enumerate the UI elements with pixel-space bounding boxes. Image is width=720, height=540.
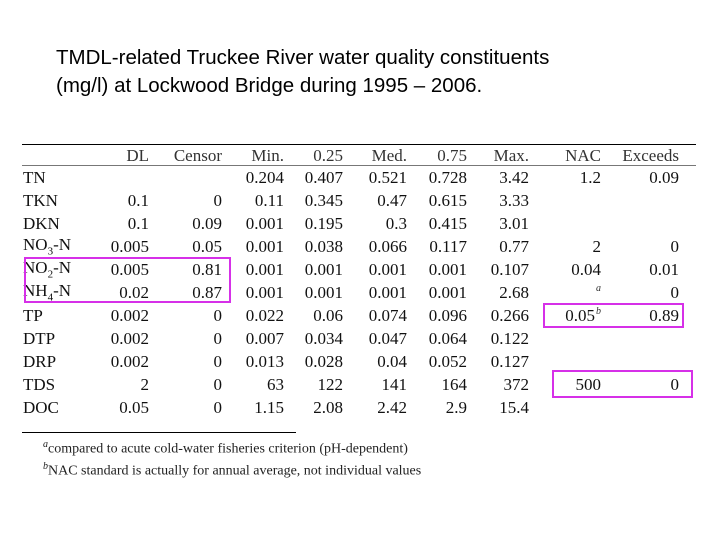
cell-q25: [284, 350, 343, 373]
cell-value: 0.09: [192, 213, 222, 233]
cell-censor: [149, 396, 222, 419]
cell-value: 0.001: [245, 282, 284, 302]
constituent-name: NO: [23, 258, 48, 278]
cell-max: [467, 373, 529, 396]
cell-value: 0.052: [428, 351, 467, 371]
cell-censor: [149, 373, 222, 396]
title-line-1: TMDL-related Truckee River water quality constituents: [56, 46, 550, 69]
cell-value: 0.005: [110, 236, 149, 256]
cell-censor: [149, 212, 222, 235]
cell-value: 3.42: [499, 167, 529, 187]
constituent-name: TKN: [23, 190, 58, 210]
cell-dl: [87, 350, 149, 373]
cell-value: 0.521: [368, 167, 407, 187]
table-row: [23, 166, 679, 189]
cell-value: 0.04: [377, 351, 407, 371]
cell-value: 164: [441, 374, 467, 394]
cell-median: [343, 396, 407, 419]
cell-median: [343, 166, 407, 189]
constituent-name: DTP: [23, 328, 56, 348]
header-max: Max.: [493, 145, 529, 165]
constituent-subscript: 2: [47, 268, 54, 281]
cell-constituent: [23, 373, 87, 396]
table-row: [23, 189, 679, 212]
header-exceeds: Exceeds: [622, 145, 679, 165]
header-nac: NAC: [565, 145, 601, 165]
cell-value: 500: [575, 374, 601, 394]
cell-value: 0.127: [490, 351, 529, 371]
cell-exceeds: [601, 258, 679, 281]
cell-value: 0.1: [127, 213, 149, 233]
cell-min: [222, 373, 284, 396]
cell-value: 2.68: [499, 282, 529, 302]
footnote-a: [43, 436, 421, 458]
cell-exceeds: [601, 281, 679, 304]
cell-value: 2.42: [377, 397, 407, 417]
table-header-row: [23, 145, 679, 166]
footnotes: [43, 436, 421, 479]
cell-censor: [149, 189, 222, 212]
cell-q75: [407, 281, 467, 304]
cell-q75: [407, 304, 467, 327]
cell-nac: [529, 166, 601, 189]
cell-censor: [149, 166, 222, 189]
cell-value: 0.002: [110, 328, 149, 348]
constituent-name: NH: [23, 281, 48, 301]
cell-min: [222, 166, 284, 189]
cell-value: 2.08: [313, 397, 343, 417]
cell-max: [467, 327, 529, 350]
constituent-name: DRP: [23, 351, 57, 371]
cell-value: 2: [592, 236, 601, 256]
highlight-box-tp-nac: [543, 303, 684, 328]
cell-value: 0.3: [385, 213, 407, 233]
cell-q25: [284, 235, 343, 258]
cell-value: 0: [213, 374, 222, 394]
cell-value: 0: [213, 351, 222, 371]
constituent-name: TP: [23, 305, 43, 325]
cell-constituent: [23, 166, 87, 189]
cell-value: 0.066: [368, 236, 407, 256]
cell-q75: [407, 166, 467, 189]
cell-min: [222, 350, 284, 373]
cell-max: [467, 281, 529, 304]
cell-min: [222, 235, 284, 258]
constituent-subscript: 3: [47, 245, 54, 258]
cell-value: 0.266: [490, 305, 529, 325]
cell-value: 0.122: [490, 328, 529, 348]
cell-value: 0.615: [428, 190, 467, 210]
cell-q25: [284, 304, 343, 327]
cell-value: 1.2: [579, 167, 601, 187]
cell-dl: [87, 373, 149, 396]
cell-min: [222, 304, 284, 327]
cell-constituent: [23, 189, 87, 212]
cell-value: 63: [267, 374, 284, 394]
cell-q25: [284, 396, 343, 419]
cell-nac: [529, 327, 601, 350]
cell-min: [222, 258, 284, 281]
slide-title: [56, 44, 696, 100]
cell-q75: [407, 350, 467, 373]
cell-exceeds: [601, 235, 679, 258]
table-row: [23, 235, 679, 258]
cell-max: [467, 396, 529, 419]
cell-value: 0.345: [304, 190, 343, 210]
cell-value: 0.022: [245, 305, 284, 325]
cell-value: 15.4: [499, 397, 529, 417]
cell-dl: [87, 235, 149, 258]
header-constituent: [23, 145, 87, 166]
cell-max: [467, 166, 529, 189]
cell-value: 0.11: [254, 190, 284, 210]
cell-exceeds: [601, 189, 679, 212]
cell-value: 0.728: [428, 167, 467, 187]
cell-constituent: [23, 212, 87, 235]
header-median: Med.: [371, 145, 407, 165]
cell-value: 0.074: [368, 305, 407, 325]
cell-value: 0.01: [649, 259, 679, 279]
cell-q25: [284, 166, 343, 189]
table-row: [23, 212, 679, 235]
cell-exceeds: [601, 166, 679, 189]
cell-dl: [87, 212, 149, 235]
cell-value: 0.407: [304, 167, 343, 187]
cell-q75: [407, 212, 467, 235]
footnote-b-mark: b: [43, 460, 48, 472]
cell-median: [343, 327, 407, 350]
cell-nac: [529, 189, 601, 212]
cell-dl: [87, 189, 149, 212]
cell-value: 0: [213, 190, 222, 210]
cell-min: [222, 396, 284, 419]
cell-value: 0.204: [245, 167, 284, 187]
cell-q25: [284, 212, 343, 235]
footnote-b-text: NAC standard is actually for annual average, not individual values: [48, 463, 422, 479]
cell-value: 0: [213, 305, 222, 325]
highlight-box-tds-nac: [552, 370, 693, 398]
cell-value: 0.89: [649, 305, 679, 325]
cell-median: [343, 373, 407, 396]
cell-value: 2.9: [445, 397, 467, 417]
cell-censor: [149, 235, 222, 258]
cell-value: 0.04: [571, 259, 601, 279]
cell-constituent: [23, 396, 87, 419]
cell-value: 122: [317, 374, 343, 394]
cell-value: 0.81: [192, 259, 222, 279]
cell-q25: [284, 189, 343, 212]
constituent-suffix: -N: [53, 258, 72, 278]
constituent-name: DKN: [23, 213, 60, 233]
constituent-name: NO: [23, 235, 48, 255]
cell-value: 0.001: [428, 282, 467, 302]
cell-dl: [87, 327, 149, 350]
cell-nac: [529, 258, 601, 281]
header-dl: DL: [126, 145, 149, 165]
cell-value: 0.013: [245, 351, 284, 371]
cell-value: 0.047: [368, 328, 407, 348]
cell-nac: [529, 281, 601, 304]
cell-exceeds: [601, 327, 679, 350]
cell-value: 0.1: [127, 190, 149, 210]
header-min: Min.: [251, 145, 284, 165]
cell-value: 0.107: [490, 259, 529, 279]
footnote-a-text: compared to acute cold-water fisheries criterion (pH-dependent): [48, 441, 408, 457]
cell-median: [343, 189, 407, 212]
cell-value: 0.002: [110, 351, 149, 371]
cell-censor: [149, 350, 222, 373]
cell-exceeds: [601, 396, 679, 419]
cell-max: [467, 304, 529, 327]
cell-q75: [407, 189, 467, 212]
cell-max: [467, 258, 529, 281]
table-bottom-rule: [22, 432, 296, 433]
cell-value: 0.195: [304, 213, 343, 233]
cell-dl: [87, 166, 149, 189]
header-q75: 0.75: [437, 145, 467, 165]
constituent-name: DOC: [23, 397, 59, 417]
cell-value: 0.001: [304, 282, 343, 302]
cell-value: 0.001: [245, 213, 284, 233]
cell-value: 0.77: [499, 236, 529, 256]
cell-value: 0.05: [119, 397, 149, 417]
cell-nac: [529, 212, 601, 235]
cell-value: 0: [670, 374, 679, 394]
header-censor: Censor: [173, 145, 222, 165]
cell-max: [467, 350, 529, 373]
cell-nac: [529, 396, 601, 419]
cell-median: [343, 350, 407, 373]
cell-value: 0.007: [245, 328, 284, 348]
cell-value: 0.001: [245, 236, 284, 256]
cell-q25: [284, 281, 343, 304]
cell-value: 2: [140, 374, 149, 394]
cell-q75: [407, 396, 467, 419]
cell-min: [222, 212, 284, 235]
constituent-name: TDS: [23, 374, 56, 394]
cell-value: 3.33: [499, 190, 529, 210]
constituent-subscript: 4: [47, 291, 54, 304]
footnote-b: [43, 458, 421, 480]
cell-value: 0.87: [192, 282, 222, 302]
cell-value: 0.001: [304, 259, 343, 279]
cell-value: 0.09: [649, 167, 679, 187]
footnote-marker: a: [596, 282, 601, 294]
cell-value: 3.01: [499, 213, 529, 233]
cell-q75: [407, 373, 467, 396]
constituent-suffix: -N: [53, 281, 72, 301]
cell-value: 0: [213, 397, 222, 417]
cell-value: 0.064: [428, 328, 467, 348]
footnote-a-mark: a: [43, 439, 48, 450]
cell-nac: [529, 235, 601, 258]
cell-exceeds: [601, 212, 679, 235]
cell-constituent: [23, 235, 87, 258]
constituent-name: TN: [23, 167, 46, 187]
cell-median: [343, 304, 407, 327]
cell-value: 0.096: [428, 305, 467, 325]
cell-value: 1.15: [254, 397, 284, 417]
cell-value: 0.001: [368, 282, 407, 302]
cell-value: 372: [503, 374, 529, 394]
cell-median: [343, 235, 407, 258]
cell-median: [343, 281, 407, 304]
cell-value: 0: [670, 236, 679, 256]
cell-value: 0.034: [304, 328, 343, 348]
table-row: [23, 396, 679, 419]
cell-max: [467, 212, 529, 235]
cell-value: 0.005: [110, 259, 149, 279]
cell-q75: [407, 235, 467, 258]
cell-value: 0.001: [428, 259, 467, 279]
cell-constituent: [23, 304, 87, 327]
cell-censor: [149, 327, 222, 350]
cell-min: [222, 327, 284, 350]
title-line-2: (mg/l) at Lockwood Bridge during 1995 – 2006.: [56, 74, 483, 97]
cell-constituent: [23, 350, 87, 373]
cell-median: [343, 258, 407, 281]
cell-dl: [87, 396, 149, 419]
cell-max: [467, 235, 529, 258]
cell-median: [343, 212, 407, 235]
cell-value: 0: [670, 282, 679, 302]
cell-q75: [407, 258, 467, 281]
cell-value: 0.05: [192, 236, 222, 256]
cell-value: 0.06: [313, 305, 343, 325]
cell-max: [467, 189, 529, 212]
cell-value: 0: [213, 328, 222, 348]
header-q25: 0.25: [313, 145, 343, 165]
cell-q25: [284, 373, 343, 396]
cell-q25: [284, 258, 343, 281]
cell-value: 0.02: [119, 282, 149, 302]
cell-q75: [407, 327, 467, 350]
cell-constituent: [23, 327, 87, 350]
footnote-marker: b: [596, 305, 601, 317]
cell-censor: [149, 304, 222, 327]
table-row: [23, 327, 679, 350]
cell-value: 0.038: [304, 236, 343, 256]
cell-value: 0.47: [377, 190, 407, 210]
cell-value: 0.117: [429, 236, 467, 256]
cell-q25: [284, 327, 343, 350]
constituent-suffix: -N: [53, 235, 72, 255]
cell-value: 0.05: [565, 305, 595, 325]
cell-min: [222, 281, 284, 304]
cell-min: [222, 189, 284, 212]
cell-value: 0.001: [368, 259, 407, 279]
cell-value: 0.028: [304, 351, 343, 371]
cell-value: 0.002: [110, 305, 149, 325]
cell-value: 0.415: [428, 213, 467, 233]
cell-value: 141: [381, 374, 407, 394]
cell-value: 0.001: [245, 259, 284, 279]
cell-dl: [87, 304, 149, 327]
highlight-box-no2-nh4: [24, 257, 231, 303]
